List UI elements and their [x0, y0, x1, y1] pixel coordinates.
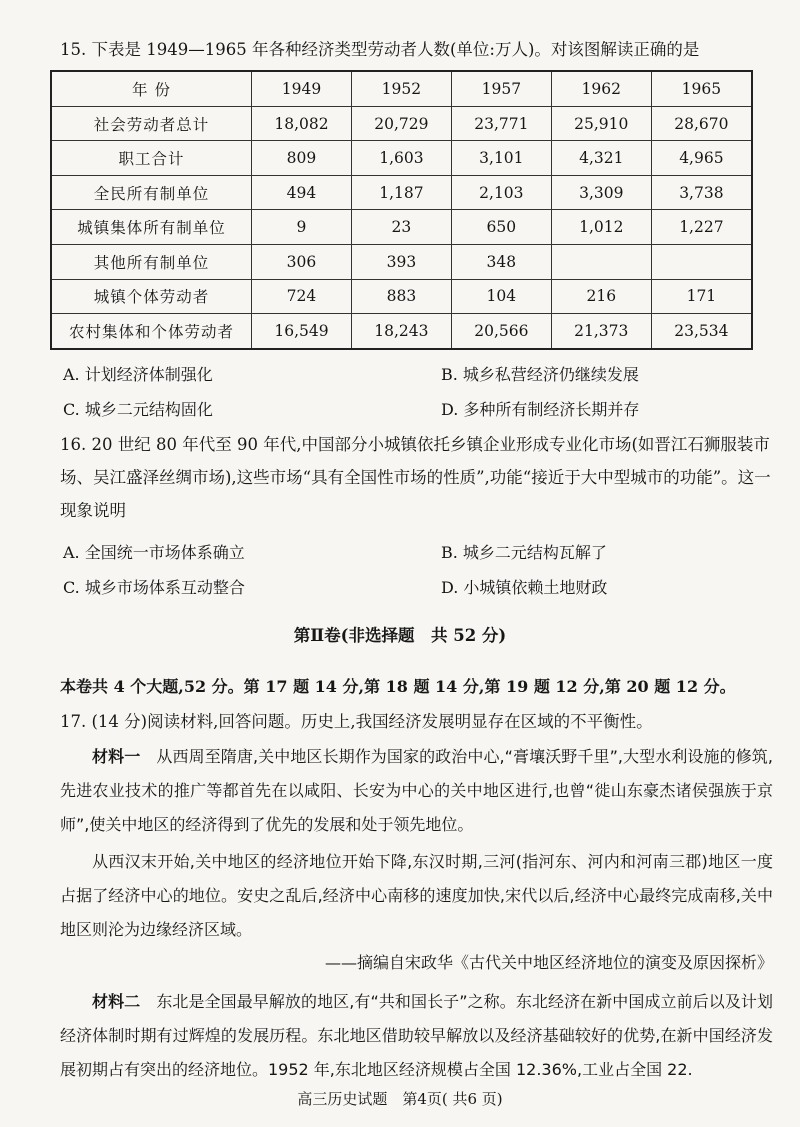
table-cell: 23,534 — [651, 314, 752, 349]
table-cell: 18,243 — [351, 314, 451, 349]
table-cell: 3,101 — [451, 141, 551, 176]
page-footer: 高三历史试题 第4页( 共6 页) — [297, 1090, 503, 1108]
table-cell: 21,373 — [551, 314, 651, 349]
q16-option-a[interactable]: A. 全国统一市场体系确立 — [63, 543, 245, 562]
table-cell: 农村集体和个体劳动者 — [51, 314, 252, 349]
q15-option-a[interactable]: A. 计划经济体制强化 — [63, 365, 213, 384]
table-cell: 9 — [252, 210, 352, 245]
table-cell — [651, 245, 752, 280]
table-header-cell: 1965 — [651, 71, 752, 106]
table-cell: 1,603 — [351, 141, 451, 176]
table-cell: 1,187 — [351, 175, 451, 210]
table-cell: 1,227 — [651, 210, 752, 245]
table-row — [51, 314, 752, 349]
table-row — [51, 210, 752, 245]
material-2-paragraph — [60, 985, 773, 1087]
table-row — [51, 175, 752, 210]
table-cell: 28,670 — [651, 106, 752, 141]
table-cell: 职工合计 — [51, 141, 252, 176]
table-cell: 2,103 — [451, 175, 551, 210]
material-2-label: 材料二 — [92, 992, 141, 1011]
table-cell: 3,738 — [651, 175, 752, 210]
table-header-cell: 年 份 — [51, 71, 252, 106]
table-row — [51, 245, 752, 280]
table-cell: 城镇个体劳动者 — [51, 279, 252, 314]
q17-stem: 17. (14 分)阅读材料,回答问题。历史上,我国经济发展明显存在区域的不平衡性。 — [60, 712, 653, 731]
q15-option-b[interactable]: B. 城乡私营经济仍继续发展 — [441, 365, 639, 384]
table-cell: 其他所有制单位 — [51, 245, 252, 280]
table-header-cell: 1962 — [551, 71, 651, 106]
material-1-paragraph-2: 从西汉末开始,关中地区的经济地位开始下降,东汉时期,三河(指河东、河内和河南三郡)地区一度占据了经济中心的地位。安史之乱后,经济中心南移的速度加快,宋代以后,经济中心最终完成南移,关中地区则沦为边缘经济区域。 — [60, 852, 773, 939]
table-header-row — [51, 71, 752, 106]
table-cell: 650 — [451, 210, 551, 245]
table-cell: 全民所有制单位 — [51, 175, 252, 210]
table-cell: 城镇集体所有制单位 — [51, 210, 252, 245]
q16-stem: 16. 20 世纪 80 年代至 90 年代,中国部分小城镇依托乡镇企业形成专业化市场(如晋江石狮服装市场、吴江盛泽丝绸市场),这些市场“具有全国性市场的性质”,功能“接近于大中型城市的功能”。这一现象说明 — [60, 435, 771, 520]
table-row — [51, 279, 752, 314]
table-cell: 306 — [252, 245, 352, 280]
table-cell: 4,965 — [651, 141, 752, 176]
table-cell: 1,012 — [551, 210, 651, 245]
material-2-text: 东北是全国最早解放的地区,有“共和国长子”之称。东北经济在新中国成立前后以及计划经济体制时期有过辉煌的发展历程。东北地区借助较早解放以及经济基础较好的优势,在新中国经济发展初期占有突出的经济地位。1952 年,东北地区经济规模占全国 12.36%,工业占全国 22. — [60, 992, 773, 1079]
table-cell: 348 — [451, 245, 551, 280]
table-cell: 216 — [551, 279, 651, 314]
table-cell: 社会劳动者总计 — [51, 106, 252, 141]
material-1-source: ——摘编自宋政华《古代关中地区经济地位的演变及原因探析》 — [324, 953, 773, 972]
table-cell: 20,729 — [351, 106, 451, 141]
table-cell: 171 — [651, 279, 752, 314]
table-cell: 4,321 — [551, 141, 651, 176]
q15-option-c[interactable]: C. 城乡二元结构固化 — [63, 400, 213, 419]
table-cell: 20,566 — [451, 314, 551, 349]
table-cell: 104 — [451, 279, 551, 314]
table-row — [51, 106, 752, 141]
table-cell: 883 — [351, 279, 451, 314]
q15-option-d[interactable]: D. 多种所有制经济长期并存 — [441, 400, 640, 419]
table-row — [51, 141, 752, 176]
table-header-cell: 1949 — [252, 71, 352, 106]
material-1-label: 材料一 — [92, 747, 141, 766]
table-header-cell: 1952 — [351, 71, 451, 106]
table-cell: 809 — [252, 141, 352, 176]
q16-option-b[interactable]: B. 城乡二元结构瓦解了 — [441, 543, 607, 562]
table-cell: 393 — [351, 245, 451, 280]
section-2-note: 本卷共 4 个大题,52 分。第 17 题 14 分,第 18 题 14 分,第 19 题 12 分,第 20 题 12 分。 — [60, 677, 736, 696]
table-cell: 16,549 — [252, 314, 352, 349]
table-cell: 23 — [351, 210, 451, 245]
material-1-paragraph — [60, 740, 773, 842]
table-header-cell: 1957 — [451, 71, 551, 106]
table-cell: 25,910 — [551, 106, 651, 141]
table-cell: 18,082 — [252, 106, 352, 141]
material-1-text: 从西周至隋唐,关中地区长期作为国家的政治中心,“膏壤沃野千里”,大型水利设施的修筑,先进农业技术的推广等都首先在以咸阳、长安为中心的关中地区进行,也曾“徙山东豪杰诸侯强族于京师”,使关中地区的经济得到了优先的发展和处于领先地位。 — [60, 747, 773, 834]
table-cell: 23,771 — [451, 106, 551, 141]
q16-option-d[interactable]: D. 小城镇依赖土地财政 — [441, 578, 608, 597]
q16-option-c[interactable]: C. 城乡市场体系互动整合 — [63, 578, 245, 597]
section-2-title: 第Ⅱ卷(非选择题 共 52 分) — [293, 626, 507, 645]
table-cell — [551, 245, 651, 280]
labor-table — [50, 70, 753, 350]
table-cell: 494 — [252, 175, 352, 210]
table-cell: 724 — [252, 279, 352, 314]
table-cell: 3,309 — [551, 175, 651, 210]
q15-stem: 15. 下表是 1949—1965 年各种经济类型劳动者人数(单位:万人)。对该图解读正确的是 — [60, 40, 700, 59]
